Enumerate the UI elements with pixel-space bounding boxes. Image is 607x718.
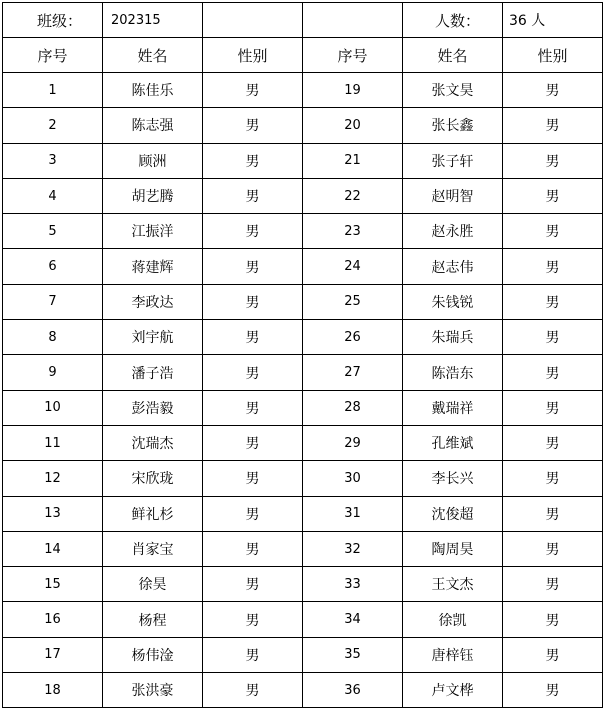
cell-number: 11 — [3, 425, 103, 460]
cell-name: 张子轩 — [403, 143, 503, 178]
cell-name: 肖家宝 — [103, 531, 203, 566]
cell-number: 35 — [303, 637, 403, 672]
table-row — [3, 284, 603, 319]
cell-name: 张长鑫 — [403, 108, 503, 143]
cell-number: 20 — [303, 108, 403, 143]
cell-name: 徐昊 — [103, 567, 203, 602]
cell-number: 23 — [303, 214, 403, 249]
cell-name: 沈俊超 — [403, 496, 503, 531]
cell-number: 14 — [3, 531, 103, 566]
cell-number: 18 — [3, 673, 103, 708]
cell-gender: 男 — [203, 320, 303, 355]
cell-gender: 男 — [503, 143, 603, 178]
cell-number: 36 — [303, 673, 403, 708]
table-row — [3, 390, 603, 425]
cell-gender: 男 — [203, 143, 303, 178]
table-row — [3, 637, 603, 672]
cell-number: 22 — [303, 178, 403, 213]
cell-gender: 男 — [203, 108, 303, 143]
cell-gender: 男 — [503, 320, 603, 355]
cell-name: 杨程 — [103, 602, 203, 637]
cell-name: 胡艺腾 — [103, 178, 203, 213]
cell-gender: 男 — [503, 355, 603, 390]
cell-number: 7 — [3, 284, 103, 319]
cell-gender: 男 — [203, 214, 303, 249]
roster-sheet — [2, 2, 603, 708]
cell-gender: 男 — [203, 602, 303, 637]
info-blank-cell — [303, 3, 403, 38]
table-row — [3, 567, 603, 602]
table-row — [3, 320, 603, 355]
cell-gender: 男 — [203, 178, 303, 213]
count-value: 36 人 — [503, 3, 603, 38]
cell-gender: 男 — [203, 461, 303, 496]
cell-gender: 男 — [203, 567, 303, 602]
cell-gender: 男 — [203, 496, 303, 531]
cell-number: 4 — [3, 178, 103, 213]
cell-name: 潘子浩 — [103, 355, 203, 390]
table-row — [3, 73, 603, 108]
cell-number: 27 — [303, 355, 403, 390]
cell-gender: 男 — [503, 673, 603, 708]
cell-gender: 男 — [503, 284, 603, 319]
cell-gender: 男 — [203, 390, 303, 425]
cell-number: 9 — [3, 355, 103, 390]
cell-number: 26 — [303, 320, 403, 355]
cell-gender: 男 — [503, 637, 603, 672]
cell-number: 17 — [3, 637, 103, 672]
table-row — [3, 143, 603, 178]
cell-name: 唐梓钰 — [403, 637, 503, 672]
col-header-number: 序号 — [303, 38, 403, 73]
cell-number: 10 — [3, 390, 103, 425]
cell-gender: 男 — [503, 602, 603, 637]
cell-gender: 男 — [503, 531, 603, 566]
cell-number: 28 — [303, 390, 403, 425]
cell-number: 24 — [303, 249, 403, 284]
cell-name: 陶周昊 — [403, 531, 503, 566]
cell-name: 王文杰 — [403, 567, 503, 602]
cell-gender: 男 — [203, 249, 303, 284]
cell-name: 陈佳乐 — [103, 73, 203, 108]
cell-gender: 男 — [503, 425, 603, 460]
cell-gender: 男 — [203, 73, 303, 108]
cell-number: 8 — [3, 320, 103, 355]
table-row — [3, 249, 603, 284]
cell-name: 张文昊 — [403, 73, 503, 108]
cell-gender: 男 — [203, 531, 303, 566]
cell-number: 5 — [3, 214, 103, 249]
cell-number: 13 — [3, 496, 103, 531]
col-header-gender: 性别 — [503, 38, 603, 73]
col-header-number: 序号 — [3, 38, 103, 73]
column-header-row — [3, 38, 603, 73]
cell-number: 1 — [3, 73, 103, 108]
cell-name: 朱瑞兵 — [403, 320, 503, 355]
info-blank-cell — [203, 3, 303, 38]
cell-number: 21 — [303, 143, 403, 178]
table-row — [3, 602, 603, 637]
cell-number: 25 — [303, 284, 403, 319]
cell-name: 孔维斌 — [403, 425, 503, 460]
cell-number: 31 — [303, 496, 403, 531]
cell-name: 卢文桦 — [403, 673, 503, 708]
col-header-name: 姓名 — [403, 38, 503, 73]
cell-number: 34 — [303, 602, 403, 637]
cell-name: 陈浩东 — [403, 355, 503, 390]
cell-name: 顾洲 — [103, 143, 203, 178]
cell-number: 15 — [3, 567, 103, 602]
cell-number: 30 — [303, 461, 403, 496]
table-row — [3, 178, 603, 213]
col-header-gender: 性别 — [203, 38, 303, 73]
cell-gender: 男 — [203, 425, 303, 460]
table-row — [3, 108, 603, 143]
cell-name: 宋欣珑 — [103, 461, 203, 496]
cell-name: 江振洋 — [103, 214, 203, 249]
cell-gender: 男 — [503, 108, 603, 143]
cell-number: 33 — [303, 567, 403, 602]
cell-number: 32 — [303, 531, 403, 566]
cell-gender: 男 — [503, 461, 603, 496]
cell-name: 刘宇航 — [103, 320, 203, 355]
cell-name: 彭浩毅 — [103, 390, 203, 425]
cell-number: 16 — [3, 602, 103, 637]
info-row — [3, 3, 603, 38]
cell-name: 朱钱锐 — [403, 284, 503, 319]
table-row — [3, 496, 603, 531]
table-row — [3, 214, 603, 249]
cell-name: 陈志强 — [103, 108, 203, 143]
cell-number: 19 — [303, 73, 403, 108]
table-row — [3, 461, 603, 496]
table-row — [3, 531, 603, 566]
cell-name: 鲜礼杉 — [103, 496, 203, 531]
cell-name: 赵志伟 — [403, 249, 503, 284]
cell-gender: 男 — [203, 637, 303, 672]
cell-name: 李长兴 — [403, 461, 503, 496]
cell-gender: 男 — [203, 284, 303, 319]
cell-gender: 男 — [503, 73, 603, 108]
cell-gender: 男 — [503, 390, 603, 425]
cell-name: 杨伟淦 — [103, 637, 203, 672]
table-row — [3, 355, 603, 390]
cell-name: 徐凯 — [403, 602, 503, 637]
cell-gender: 男 — [203, 355, 303, 390]
cell-number: 3 — [3, 143, 103, 178]
cell-name: 沈瑞杰 — [103, 425, 203, 460]
cell-gender: 男 — [503, 249, 603, 284]
cell-gender: 男 — [503, 567, 603, 602]
table-row — [3, 673, 603, 708]
cell-name: 张洪豪 — [103, 673, 203, 708]
cell-name: 戴瑞祥 — [403, 390, 503, 425]
cell-number: 2 — [3, 108, 103, 143]
class-label: 班级： — [3, 3, 103, 38]
col-header-name: 姓名 — [103, 38, 203, 73]
count-label: 人数： — [403, 3, 503, 38]
cell-gender: 男 — [503, 214, 603, 249]
cell-name: 赵永胜 — [403, 214, 503, 249]
cell-name: 赵明智 — [403, 178, 503, 213]
table-row — [3, 425, 603, 460]
roster-table — [2, 2, 603, 708]
cell-name: 蒋建辉 — [103, 249, 203, 284]
cell-gender: 男 — [203, 673, 303, 708]
cell-number: 6 — [3, 249, 103, 284]
cell-gender: 男 — [503, 496, 603, 531]
cell-number: 12 — [3, 461, 103, 496]
class-value: 202315 — [103, 3, 203, 38]
cell-name: 李政达 — [103, 284, 203, 319]
cell-gender: 男 — [503, 178, 603, 213]
cell-number: 29 — [303, 425, 403, 460]
